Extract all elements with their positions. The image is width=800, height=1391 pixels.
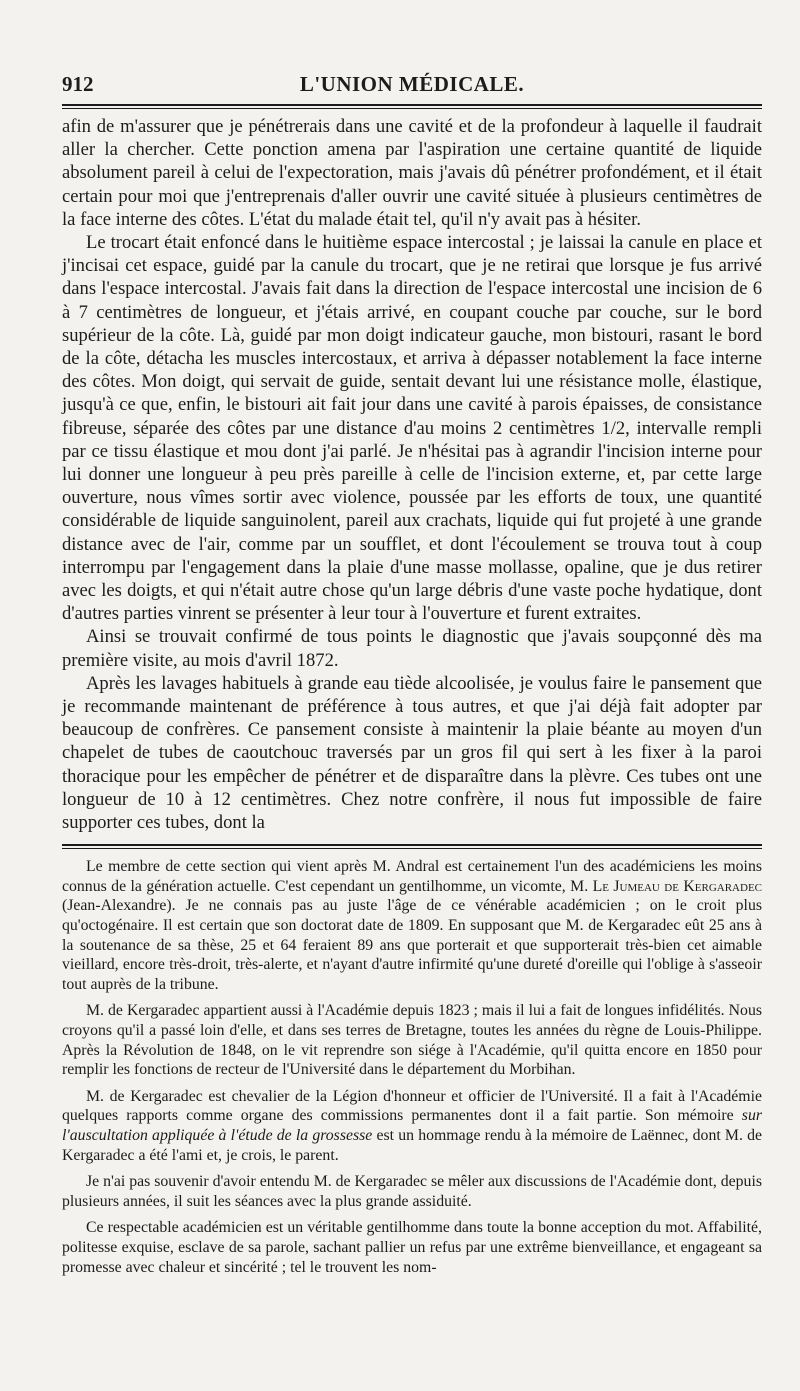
notes-rule bbox=[62, 844, 762, 849]
note-paragraph: Ce respectable académicien est un véritable gentilhomme dans toute la bonne acception du mot. Affabilité, politesse exquise, esclave de sa parole, sachant pallier un refus par une extrême bienveillance, et engageant sa promesse avec chaleur et sincérité ; tel le trouvent les nom- bbox=[62, 1219, 762, 1276]
page-number: 912 bbox=[62, 72, 94, 96]
note-paragraph bbox=[62, 1087, 762, 1165]
note-paragraph: Je n'ai pas souvenir d'avoir entendu M. de Kergaradec se mêler aux discussions de l'Académie dont, depuis plusieurs années, il suit les séances avec la plus grande assiduité. bbox=[62, 1173, 762, 1210]
running-title: L'UNION MÉDICALE. bbox=[299, 72, 525, 96]
paragraph: Après les lavages habituels à grande eau tiède alcoolisée, je voulus faire le pansement que je recommande maintenant de préférence à tous autres, et que j'ai déjà fait adopter par beaucoup de confrères. Ce pansement consiste à maintenir la plaie béante au moyen d'un chapelet de tubes de caoutchouc traversés par un gros fil qui sert à les fixer à la paroi thoracique pour les empêcher de pénétrer et de disparaître dans la plèvre. Ces tubes ont une longueur de 10 à 12 centimètres. Chez notre confrère, il nous fut impossible de faire supporter ces tubes, dont la bbox=[62, 672, 762, 834]
paragraph: afin de m'assurer que je pénétrerais dans une cavité et de la profondeur à laquelle il faudrait aller la chercher. Cette ponction amena par l'aspiration une certaine quantité de liquide absolument pareil à celui de l'expectoration, mais j'avais dû pénétrer profondément, et il était certain pour moi que j'entreprenais d'aller ouvrir une cavité située à plusieurs centimètres de la face interne des côtes. L'état du malade était tel, qu'il n'y avait pas à hésiter. bbox=[62, 116, 762, 230]
note-paragraph: M. de Kergaradec appartient aussi à l'Académie depuis 1823 ; mais il lui a fait de longues infidélités. Nous croyons qu'il a passé loin d'elle, et dans ses terres de Bretagne, toutes les années du règne de Louis-Philippe. Après la Révolution de 1848, on le vit reprendre son siége à l'Académie, qu'il quitta encore en 1850 pour remplir les fonctions de recteur de l'Université dans le département du Morbihan. bbox=[62, 1002, 762, 1079]
note-text: (Jean-Alexandre). Je ne connais pas au juste l'âge de ce vénérable académicien ; on le croit plus qu'octogénaire. Il est certain que son doctorat date de 1809. En supposant que M. de Kergaradec eût 25 ans à la soutenance de sa thèse, 25 et 64 feraient 89 ans que porterait et que supporterait très-bien cet aimable vieillard, encore très-droit, très-alerte, et n'ayant d'autre infirmité qu'une dureté d'oreille qui l'oblige à s'asseoir tout auprès de la tribune. bbox=[62, 897, 762, 993]
main-text bbox=[62, 115, 762, 834]
note-paragraph bbox=[62, 857, 762, 994]
page-header bbox=[62, 72, 762, 102]
page bbox=[62, 72, 762, 1284]
paragraph: Le trocart était enfoncé dans le huitième espace intercostal ; je laissai la canule en place et j'incisai cet espace, guidé par la canule du trocart, que je ne retirai que lorsque je fus arrivé dans l'espace intercostal. J'avais fait dans la direction de l'espace intercostal une incision de 6 à 7 centimètres de longueur, et j'étais arrivé, en coupant couche par couche, sur le bord supérieur de la côte. Là, guidé par mon doigt indicateur gauche, mon bistouri, rasant le bord de la côte, détacha les muscles intercostaux, et arriva à dépasser notablement la face interne des côtes. Mon doigt, qui servait de guide, sentait devant lui une résistance molle, élastique, jusqu'à ce que, enfin, le bistouri ait fait jour dans une cavité à parois épaisses, de consistance fibreuse, séparée des côtes par une distance d'au moins 2 centimètres 1/2, intervalle rempli par ce tissu élastique et mou dont j'ai parlé. Je n'hésitai pas à agrandir l'incision interne pour lui donner une longueur à peu près pareille à celle de l'incision externe, et, par cette large ouverture, nous vîmes sortir avec violence, poussée par les efforts de toux, une quantité considérable de liquide sanguinolent, pareil aux crachats, liquide qui fut projeté à une grande distance avec de l'air, comme par un soufflet, et dont l'écoulement se trouva tout à coup interrompu par l'engagement dans la plaie d'une masse mollasse, opaline, que je dus retirer avec les doigts, et qui n'était autre chose qu'un large débris d'une vaste poche hydatique, dont d'autres parties vinrent se présenter à leur tour à l'ouverture et furent extraites. bbox=[62, 232, 762, 625]
paragraph: Ainsi se trouvait confirmé de tous points le diagnostic que j'avais soupçonné dès ma première visite, au mois d'avril 1872. bbox=[62, 626, 762, 671]
note-text: est un hommage rendu à la mémoire de Laënnec, dont M. de Kergaradec a été l'ami et, je crois, le parent. bbox=[62, 1127, 762, 1164]
note-text: Le membre de cette section qui vient après M. Andral est certainement l'un des académiciens les moins connus de la génération actuelle. C'est cependant un gentilhomme, un vicomte, M. bbox=[62, 858, 762, 895]
note-text: M. de Kergaradec est chevalier de la Légion d'honneur et officier de l'Université. Il a fait à l'Académie quelques rapports comme organe des commissions permanentes dont il a fait partie. Son mémoire bbox=[62, 1087, 762, 1125]
header-rule bbox=[62, 104, 762, 109]
memoir-title: sur l'auscultation appliquée à l'étude de la grossesse bbox=[62, 1107, 762, 1145]
feuilleton-notes bbox=[62, 857, 762, 1277]
person-name: Le Jumeau de Kergaradec bbox=[592, 877, 762, 895]
